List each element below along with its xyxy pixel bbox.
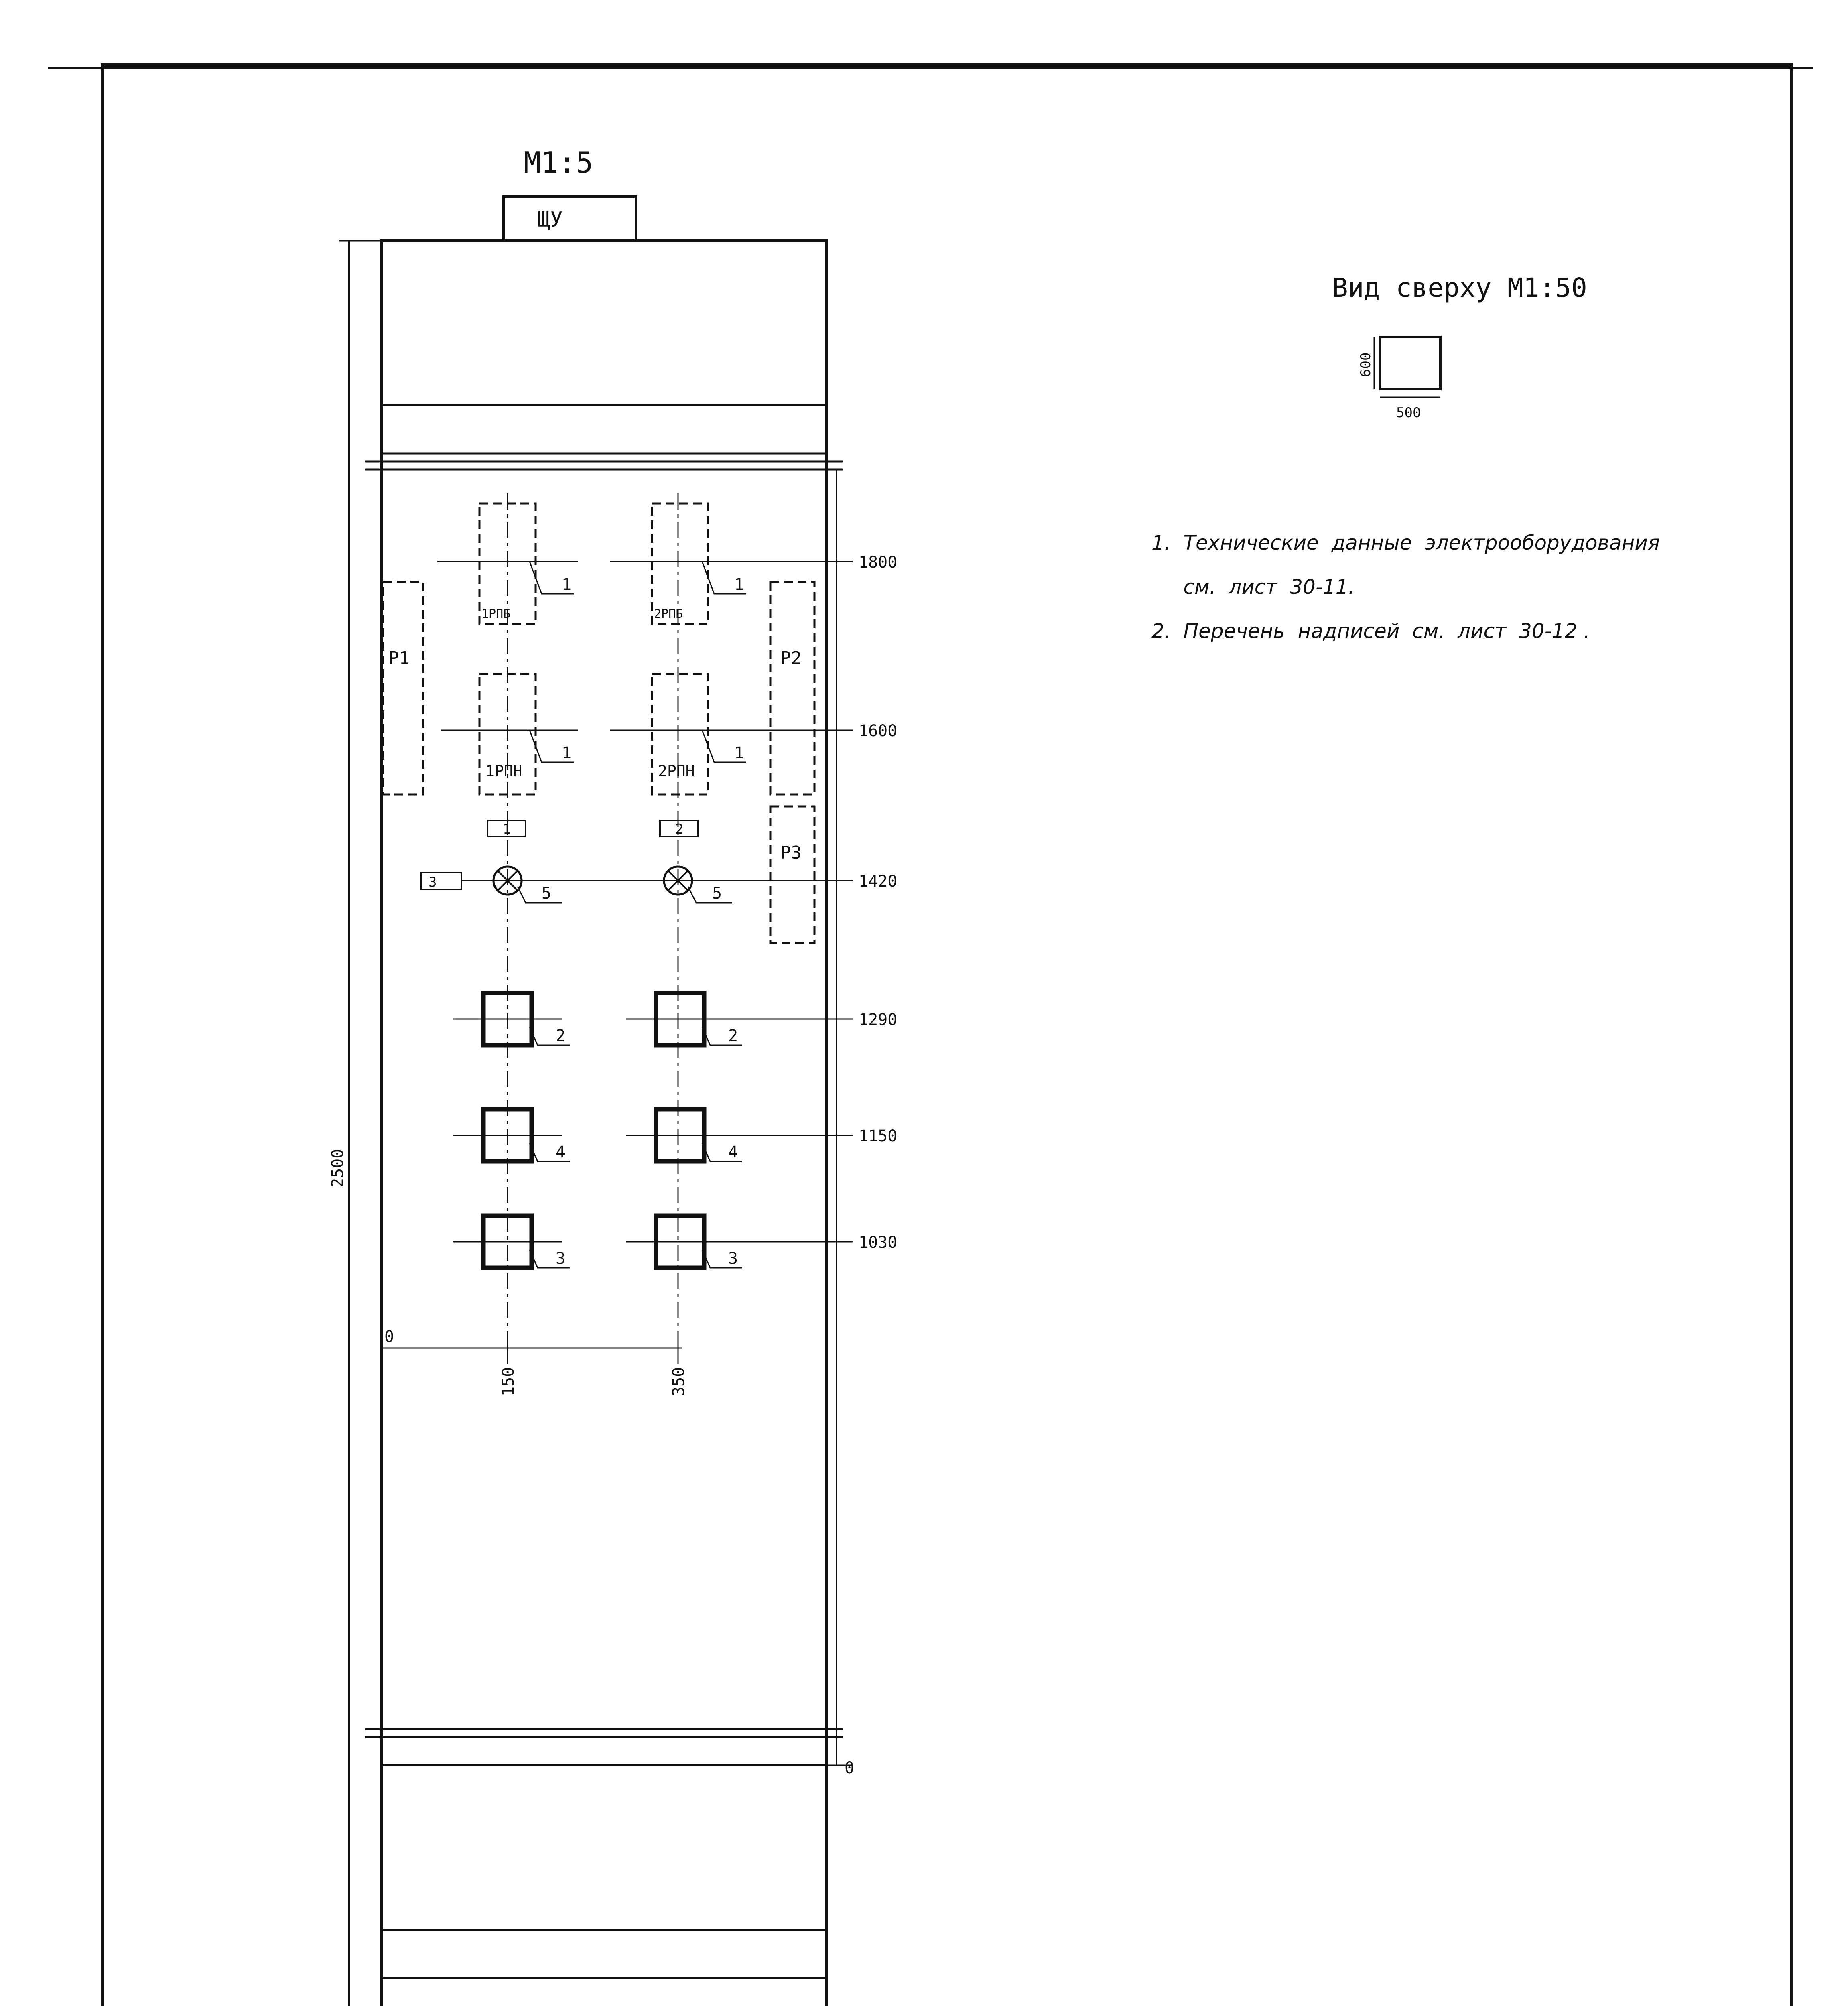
label-1rpb: 1РПБ [481,607,511,621]
scale-main: М1:5 [524,146,593,179]
label-p2: Р2 [780,648,802,668]
elev-0: 0 [845,1759,855,1777]
elev-1030: 1030 [859,1233,898,1252]
leader-2-b: 2 [728,1027,738,1045]
note-2: 2. Перечень надписей см. лист 30-12 . [1151,619,1590,643]
leader-4-a: 4 [556,1143,566,1161]
leader-1-d: 1 [734,744,744,762]
leader-5-b: 5 [712,884,722,903]
elev-1800: 1800 [859,553,898,572]
elev-1420: 1420 [859,872,898,891]
note-1: 1. Технические данные электрооборудования [1151,531,1660,554]
x-150: 150 [499,1367,518,1396]
leader-5-a: 5 [542,884,552,903]
height-dim-label: 2500 [329,1149,347,1188]
x-350: 350 [670,1367,688,1396]
top-view-dim-h: 600 [1358,352,1374,377]
label-1rpn: 1РПН [485,762,522,780]
leader-2-a: 2 [556,1027,566,1045]
top-view-dim-w: 500 [1396,405,1421,421]
tag-1: 1 [503,821,511,837]
elev-1150: 1150 [859,1127,898,1145]
sheet-frame [102,65,1791,2006]
leader-1-a: 1 [562,575,572,594]
note-1-cont: см. лист 30-11. [1151,575,1355,599]
tag-3: 3 [428,874,437,890]
elev-1600: 1600 [859,722,898,740]
relay-2rpb [652,504,708,624]
box-p3 [770,806,814,943]
box-p2 [770,582,814,794]
panel-body [381,241,827,2006]
leader-3-b: 3 [728,1249,738,1268]
box-p1 [383,582,423,794]
label-2rpb: 2РПБ [654,607,683,621]
shu-top-box [504,197,636,241]
label-2rpn: 2РПН [658,762,695,780]
x-0: 0 [384,1328,394,1346]
panel-tag: ЩУ [538,208,563,232]
label-p3: Р3 [780,843,802,863]
leader-4-b: 4 [728,1143,738,1161]
leader-1-b: 1 [734,575,744,594]
tag-2: 2 [675,821,684,837]
leader-3-a: 3 [556,1249,566,1268]
elev-1290: 1290 [859,1011,898,1029]
leader-1-c: 1 [562,744,572,762]
top-view-rect [1380,337,1440,389]
label-p1: Р1 [388,648,410,668]
top-view-title: Вид сверху М1:50 [1332,272,1587,303]
